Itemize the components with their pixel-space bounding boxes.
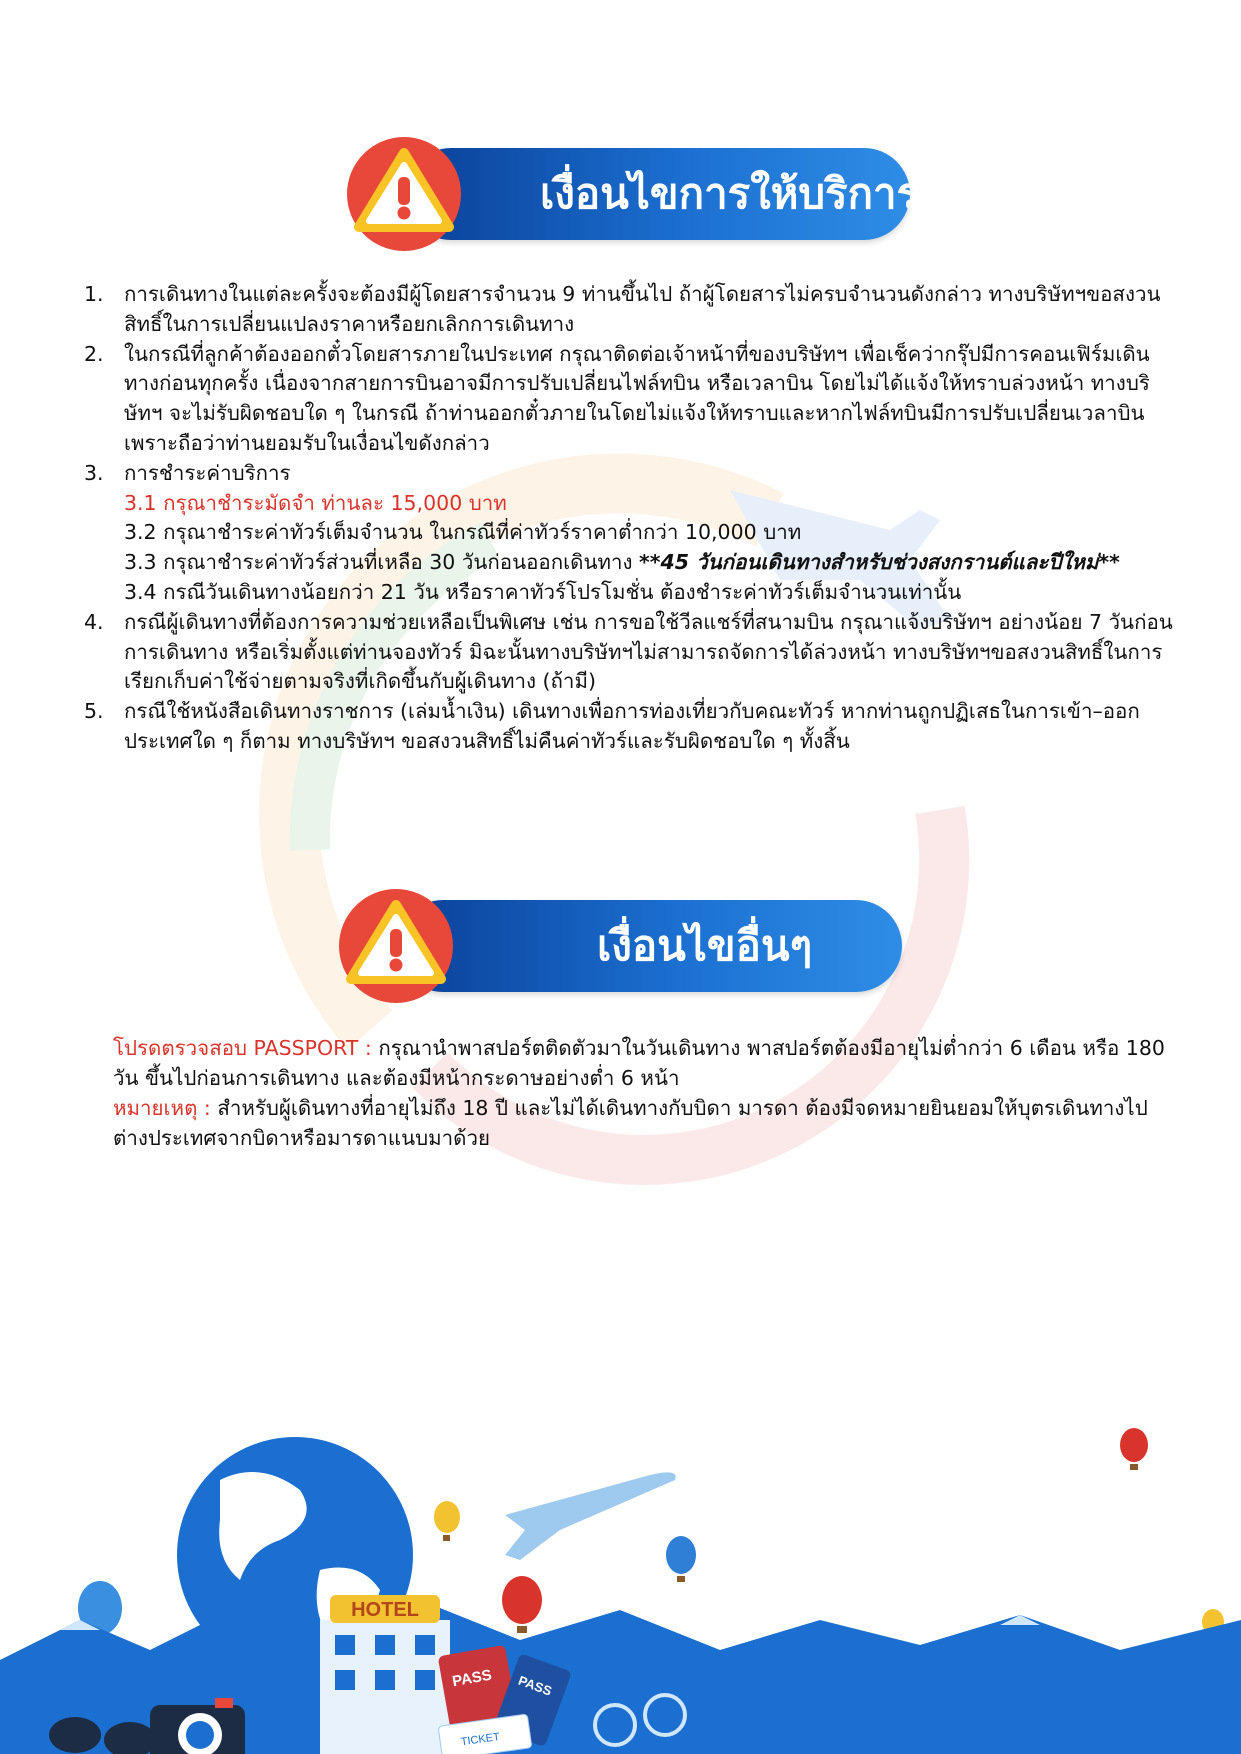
banner-pill [397,900,902,992]
item-text: การเดินทางในแต่ละครั้งจะต้องมีผู้โดยสารจำนวน 9 ท่านขึ้นไป ถ้าผู้โดยสารไม่ครบจำนวนดังกล่าว ทางบริษัทฯขอสงวนสิทธิ์ในการเปลี่ยนแปลงราคาหรือยกเลิกการเดินทาง [124,282,1161,336]
item-text: ในกรณีที่ลูกค้าต้องออกตั๋วโดยสารภายในประเทศ กรุณาติดต่อเจ้าหน้าที่ของบริษัทฯ เพื่อเช็คว่ากรุ๊ปมีการคอนเฟิร์มเดินทางก่อนทุกครั้ง เนื่องจากสายการบินอาจมีการปรับเปลี่ยนไฟล์ทบิน หรือเวลาบิน โดยไม่ได้แจ้งให้ทราบล่วงหน้า ทางบริษัทฯ จะไม่รับผิดชอบใด ๆ ในกรณี ถ้าท่านออกตั๋วภายในโดยไม่แจ้งให้ทราบและหากไฟล์ทบินมีการปรับเปลี่ยนเวลาบินเพราะถือว่าท่านยอมรับในเงื่อนไขดังกล่าว [124,341,1150,455]
item-number: 5. [84,699,104,724]
list-item [84,608,1184,697]
list-item [84,459,1184,489]
hot-air-balloon-icon [502,1576,542,1633]
payment-short-notice: 3.4 กรณีวันเดินทางน้อยกว่า 21 วัน หรือราคาทัวร์โปรโมชั่น ต้องชำระค่าทัวร์เต็มจำนวนเท่านั้น [124,579,962,604]
item-text: การชำระค่าบริการ [124,460,291,485]
warning-icon [337,887,455,1005]
passport-notice [113,1033,1175,1093]
camera-icon [150,1698,245,1754]
hotel-building [320,1595,450,1754]
item-number: 3. [84,460,104,485]
item-number: 4. [84,609,104,634]
note-label: หมายเหตุ : [113,1096,211,1120]
hotel-sign: HOTEL [351,1599,419,1621]
other-conditions-banner [337,887,907,1007]
item-number: 2. [84,341,104,366]
note-text: สำหรับผู้เดินทางที่อายุไม่ถึง 18 ปี และไม่ได้เดินทางกับบิดา มารดา ต้องมีจดหมายยินยอมให้บุตรเดินทางไปต่างประเทศจากบิดาหรือมารดาแนบมาด้วย [113,1096,1148,1150]
item-text: กรณีผู้เดินทางที่ต้องการความช่วยเหลือเป็นพิเศษ เช่น การขอใช้วีลแชร์ที่สนามบิน กรุณาแจ้งบริษัทฯ อย่างน้อย 7 วันก่อนการเดินทาง หรือเริ่มตั้งแต่ท่านจองทัวร์ มิฉะนั้นทางบริษัทฯไม่สามารถจัดการได้ล่วงหน้า ทางบริษัทฯขอสงวนสิทธิ์ในการเรียกเก็บค่าใช้จ่ายตามจริงที่เกิดขึ้นกับผู้เดินทาง (ถ้ามี) [124,609,1173,694]
conditions-list [84,280,1184,757]
passport-label: โปรดตรวจสอบ PASSPORT : [113,1036,372,1060]
minor-notice [113,1093,1175,1153]
payment-full: 3.2 กรุณาชำระค่าทัวร์เต็มจำนวน ในกรณีที่ค่าทัวร์ราคาต่ำกว่า 10,000 บาท [124,520,802,545]
list-item [84,340,1184,459]
banner-pill [405,148,920,240]
section-title: เงื่อนไขการให้บริการ [540,169,920,218]
conditions-banner [345,135,920,255]
warning-icon [345,135,463,253]
passport-2-label: PASS [516,1672,554,1699]
ticket-label: TICKET [460,1731,501,1749]
item-text: กรณีใช้หนังสือเดินทางราชการ (เล่มน้ำเงิน) เดินทางเพื่อการท่องเที่ยวกับคณะทัวร์ หากท่านถูกปฏิเสธในการเข้า–ออกประเทศใด ๆ ก็ตาม ทางบริษัทฯ ขอสงวนสิทธิ์ไม่คืนค่าทัวร์และรับผิดชอบใด ๆ ทั้งสิ้น [124,699,1140,753]
travel-illustration [0,1420,1241,1754]
payment-deposit: 3.1 กรุณาชำระมัดจำ ท่านละ 15,000 บาท [124,490,507,515]
list-item [84,280,1184,340]
passport-1-label: PASS [450,1666,494,1691]
payment-remaining-text: 3.3 กรุณาชำระค่าทัวร์ส่วนที่เหลือ 30 วันก่อนออกเดินทาง [124,550,633,575]
airplane-icon [505,1472,676,1560]
list-item [84,697,1184,757]
section-title: เงื่อนไขอื่นๆ [597,921,813,970]
payment-remaining-note: **45 วันก่อนเดินทางสำหรับช่วงสงกรานต์และปีใหม่** [639,550,1120,575]
hot-air-balloon-icon [666,1536,696,1582]
hot-air-balloon-icon [434,1501,460,1541]
item-number: 1. [84,282,104,306]
passport-text: กรุณานำพาสปอร์ตติดตัวมาในวันเดินทาง พาสปอร์ตต้องมีอายุไม่ต่ำกว่า 6 เดือน หรือ 180 วัน ขึ้นไปก่อนการเดินทาง และต้องมีหน้ากระดาษอย่างต่ำ 6 หน้า [113,1036,1165,1090]
payment-remaining [84,548,1184,578]
hot-air-balloon-icon [1120,1428,1148,1470]
other-conditions [113,1033,1175,1153]
